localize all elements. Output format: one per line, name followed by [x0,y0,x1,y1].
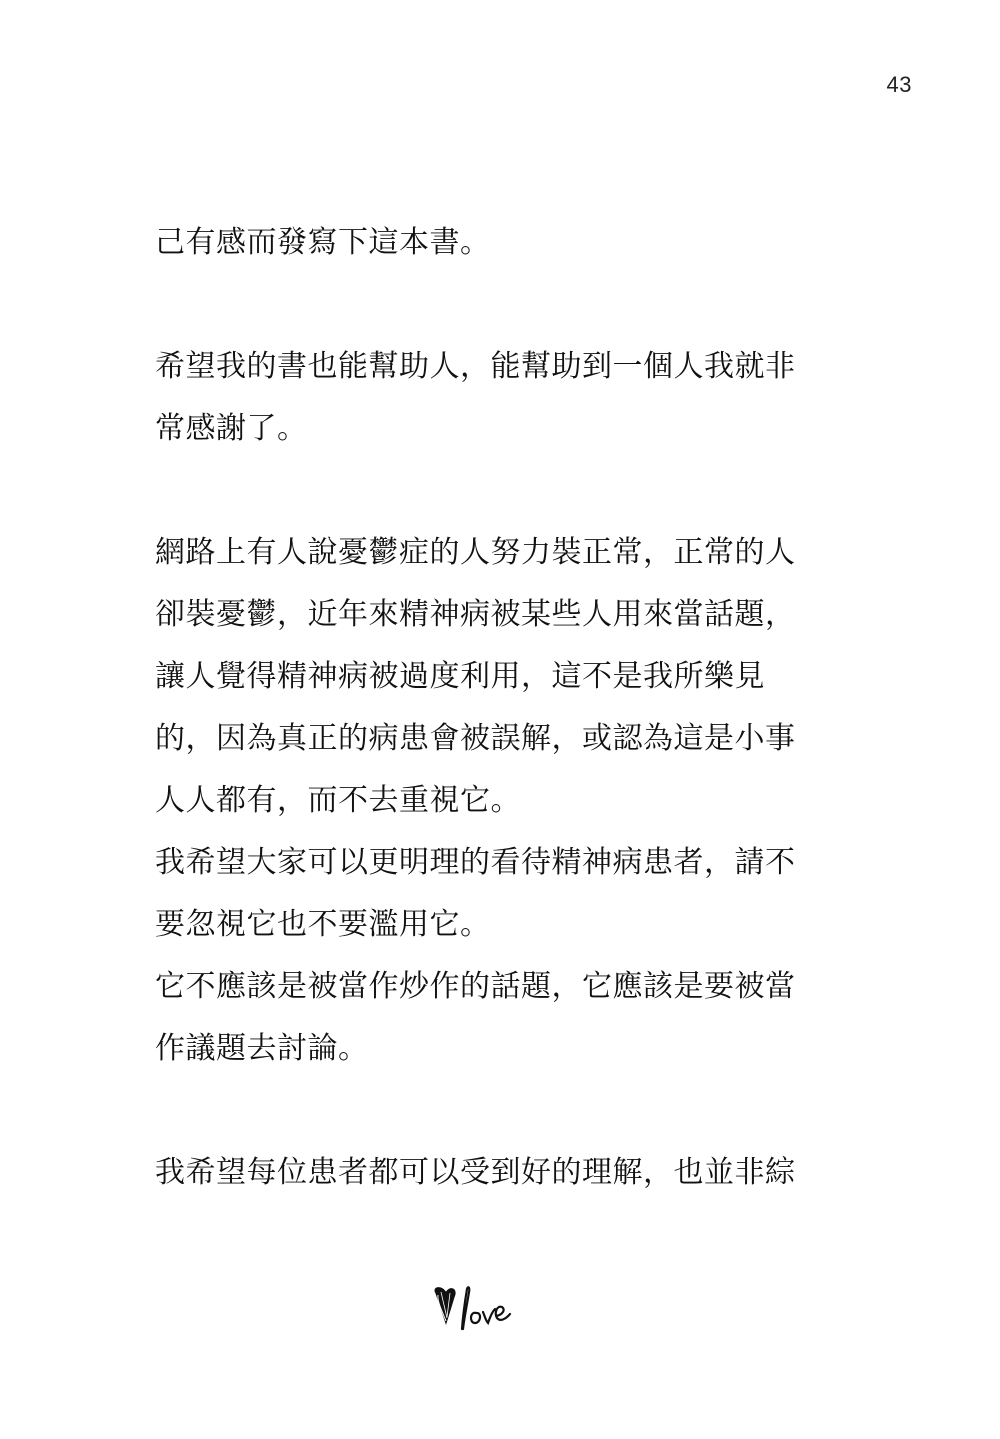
text-line: 要忽視它也不要濫用它。 [155,907,491,942]
text-line: 讓人覺得精神病被過度利用，這不是我所樂見 [155,659,765,694]
text-line: 人人都有，而不去重視它。 [155,783,521,818]
paragraph-gap [155,274,855,336]
text-line: 卻裝憂鬱，近年來精神病被某些人用來當話題， [155,597,796,632]
text-line: 我希望大家可以更明理的看待精神病患者，請不 [155,845,796,880]
text-line: 的，因為真正的病患會被誤解，或認為這是小事 [155,721,796,756]
text-line: 己有感而發寫下這本書。 [155,225,491,260]
text-line: 作議題去討論。 [155,1031,369,1066]
text-line: 我希望每位患者都可以受到好的理解，也並非綜 [155,1155,796,1190]
page-number: 43 [886,72,912,97]
text-line: 它不應該是被當作炒作的話題，它應該是要被當 [155,969,796,1004]
text-line: 希望我的書也能幫助人，能幫助到一個人我就非 [155,349,796,384]
heart-love-logo-icon [430,1283,516,1339]
paragraph-gap [155,460,855,522]
paragraph-gap [155,1080,855,1142]
body-text [155,212,855,1204]
text-line: 網路上有人說憂鬱症的人努力裝正常，正常的人 [155,535,796,570]
text-line: 常感謝了。 [155,411,308,446]
